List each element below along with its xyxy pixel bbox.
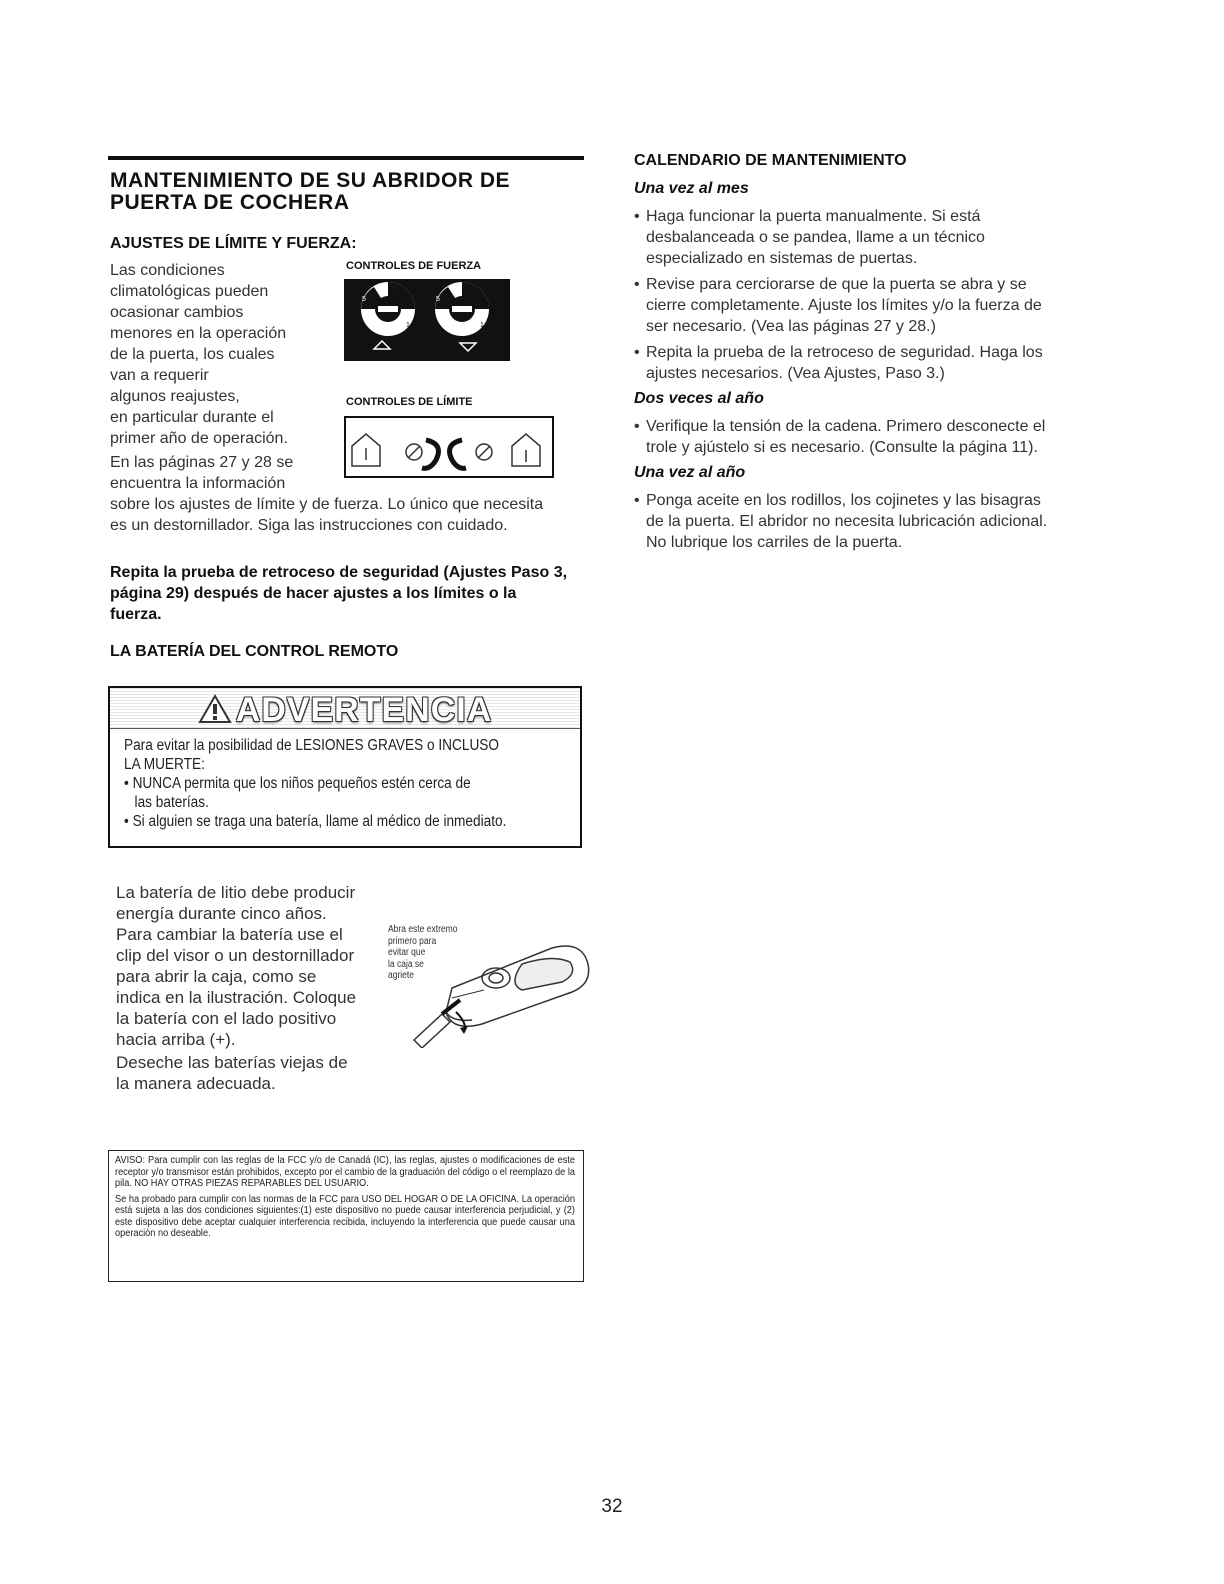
section-heading-limits: AJUSTES DE LÍMITE Y FUERZA: (110, 235, 357, 252)
monthly-heading: Una vez al mes (634, 180, 749, 197)
maintenance-schedule-heading: CALENDARIO DE MANTENIMIENTO (634, 152, 907, 169)
fcc-notice-paragraph-2: Se ha probado para cumplir con las normas de la FCC para USO DEL HOGAR O DE LA OFICINA. La operación está sujeta a las dos condiciones siguientes:(1) este dispositivo no puede causar interferencia perjudicial, y (2) este dispositivo debe aceptar cualquier interferencia recibida, incluyendo la interferencia que puede causar una operación no deseable. (115, 1193, 575, 1239)
remote-caption: Abra este extremo primero para evitar que la caja se agriete (388, 924, 458, 981)
monthly-item-1: • Haga funcionar la puerta manualmente. Si está desbalanceada o se pandea, llame a un técnico especializado en sistemas de puertas. (634, 208, 985, 267)
page-title: MANTENIMIENTO DE SU ABRIDOR DE PUERTA DE COCHERA (110, 169, 511, 214)
pages-paragraph: En las páginas 27 y 28 se encuentra la información (110, 454, 294, 492)
twice-yearly-item-1: • Verifique la tensión de la cadena. Primero desconecte el trole y ajústelo si es necesario. (Consulte la página 11). (634, 418, 1046, 456)
svg-text:1: 1 (406, 322, 410, 329)
force-dial-right-icon (435, 282, 489, 336)
monthly-item-3: • Repita la prueba de la retroceso de seguridad. Haga los ajustes necesarios. (Vea Ajustes, Paso 3.) (634, 344, 1043, 382)
warning-box (108, 686, 582, 848)
section-heading-battery: LA BATERÍA DEL CONTROL REMOTO (110, 643, 399, 660)
force-controls-label: CONTROLES DE FUERZA (346, 260, 482, 272)
yearly-item-1: • Ponga aceite en los rodillos, los cojinetes y las bisagras de la puerta. El abridor no necesita lubricación adicional. No lubrique los carriles de la puerta. (634, 492, 1048, 551)
warning-triangle-icon (198, 694, 232, 724)
monthly-item-2: • Revise para cerciorarse de que la puerta se abra y se cierre completamente. Ajuste los límites y/o la fuerza de ser necesario. (Vea las páginas 27 y 28.) (634, 276, 1042, 335)
force-controls-figure (344, 279, 510, 361)
svg-text:5: 5 (436, 296, 440, 303)
dispose-paragraph: Deseche las baterías viejas de la manera adecuada. (116, 1053, 348, 1093)
warning-body: Para evitar la posibilidad de LESIONES GRAVES o INCLUSO LA MUERTE: • NUNCA permita que los niños pequeños estén cerca de las baterías. • Si alguien se traga una batería, llame al médico de inmediato. (124, 737, 507, 830)
yearly-heading: Una vez al año (634, 464, 746, 481)
twice-yearly-heading: Dos veces al año (634, 390, 764, 407)
force-dial-left-icon (361, 282, 415, 336)
title-rule (108, 156, 584, 160)
intro-paragraph: Las condiciones climatológicas pueden ocasionar cambios menores en la operación de la puerta, los cuales van a requerir algunos reajustes, en particular durante el primer año de operación. (110, 262, 288, 447)
fcc-notice-box (108, 1150, 584, 1282)
screwdriver-icon (414, 1000, 460, 1048)
warning-header (110, 688, 580, 729)
limit-controls-figure (344, 416, 554, 478)
remote-illustration (412, 928, 602, 1048)
safety-reverse-note: Repita la prueba de retroceso de seguridad (Ajustes Paso 3, página 29) después de hacer ajustes a los límites o la fuerza. (110, 564, 568, 623)
pages-paragraph-rest: sobre los ajustes de límite y de fuerza. Lo único que necesita es un destornillador. Siga las instrucciones con cuidado. (110, 496, 544, 534)
svg-text:1: 1 (480, 322, 484, 329)
warning-title: ADVERTENCIA (110, 691, 580, 730)
fcc-notice-paragraph-1: AVISO: Para cumplir con las reglas de la FCC y/o de Canadá (IC), las reglas, ajustes o modificaciones de este receptor y/o transmisor están prohibidos, excepto por el cambio de la graduación del código o el reemplazo de la pila. NO HAY OTRAS PIEZAS REPARABLES DEL USUARIO. (115, 1155, 575, 1189)
limit-controls-label: CONTROLES DE LÍMITE (346, 396, 473, 408)
remote-control-icon (446, 946, 589, 1026)
page-number: 32 (601, 1496, 623, 1517)
battery-paragraph: La batería de litio debe producir energía durante cinco años. Para cambiar la batería use el clip del visor o un destornillador para abrir la caja, como se indica en la ilustración. Coloque la batería con el lado positivo hacia arriba (+). (116, 883, 357, 1049)
svg-text:5: 5 (362, 296, 366, 303)
